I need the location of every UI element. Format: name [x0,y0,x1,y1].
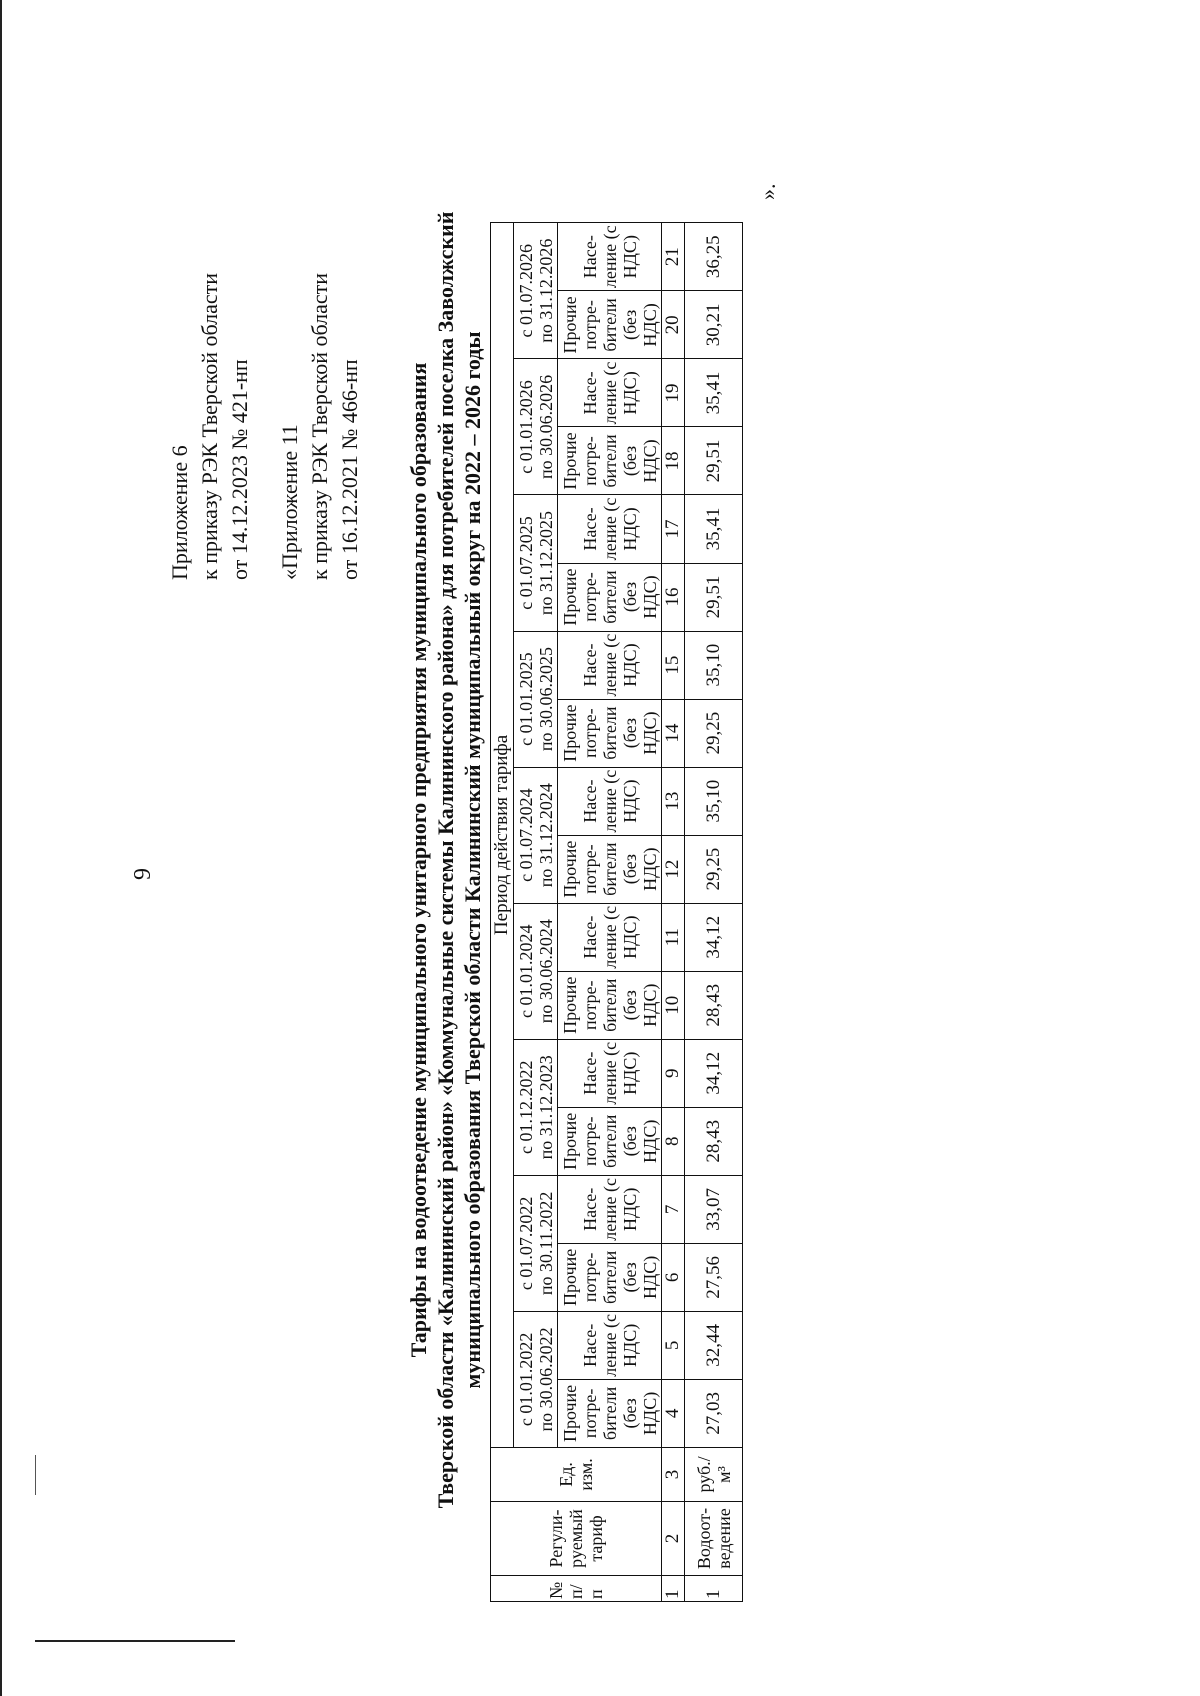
index-row [662,223,685,1602]
tariff-value: 29,51 [685,563,743,631]
period-from: с 01.01.2025 [515,652,536,746]
table-row [685,223,743,1602]
consumer-pop-3: Насе-ление (с НДС) [558,1039,662,1107]
period-2 [514,1175,558,1311]
annex-current-line2: к приказу РЭК Тверской области [197,272,222,580]
annex-original-line1: «Приложение 11 [277,424,302,580]
header-tariff: Регули-руемый тариф [491,1501,662,1575]
index-cell: 21 [662,223,685,291]
consumer-pop-4: Насе-ление (с НДС) [558,903,662,971]
period-from: с 01.01.2024 [515,924,536,1018]
index-cell: 8 [662,1107,685,1175]
tariff-value: 35,10 [685,767,743,835]
row-unit: руб./м³ [685,1447,743,1501]
period-5 [514,767,558,903]
index-cell: 3 [662,1447,685,1501]
period-to: по 30.06.2025 [535,647,556,752]
tariff-value: 35,41 [685,495,743,563]
period-from: с 01.01.2022 [515,1332,536,1427]
title-line2: Тверской области «Калининский район» «Коммунальные системы Калининского района» для потребителей поселка Заволжский [433,211,458,1509]
period-from: с 01.12.2022 [515,1060,536,1155]
tariff-value: 34,12 [685,903,743,971]
page-number: 9 [130,868,156,880]
tariff-value: 29,51 [685,427,743,495]
index-cell: 16 [662,563,685,631]
period-8 [514,359,558,495]
consumer-pop-6: Насе-ление (с НДС) [558,631,662,699]
index-cell: 20 [662,291,685,359]
tariff-table [490,222,743,1602]
tariff-value: 33,07 [685,1175,743,1243]
header-period: Период действия тарифа [491,223,514,1448]
consumer-other-9: Прочие потре-бители (без НДС) [558,291,662,359]
period-to: по 31.12.2026 [535,238,556,343]
row-num: 1 [685,1576,743,1602]
index-cell: 2 [662,1501,685,1575]
index-cell: 12 [662,835,685,903]
period-from: с 01.07.2025 [515,516,536,610]
consumer-other-6: Прочие потре-бители (без НДС) [558,699,662,767]
header-row-periods [514,223,558,1602]
consumer-pop-7: Насе-ление (с НДС) [558,495,662,563]
row-tariff: Водоот-ведение [685,1501,743,1575]
consumer-pop-5: Насе-ление (с НДС) [558,767,662,835]
consumer-other-2: Прочие потре-бители (без НДС) [558,1243,662,1311]
period-9 [514,223,558,359]
index-cell: 4 [662,1379,685,1447]
period-from: с 01.07.2022 [515,1196,536,1291]
period-to: по 31.12.2024 [535,783,556,888]
index-cell: 1 [662,1576,685,1602]
consumer-other-1: Прочие потре-бители (без НДС) [558,1379,662,1447]
period-to: по 30.06.2026 [535,374,556,480]
annex-original [275,273,365,580]
header-row-consumers [558,223,662,1602]
index-cell: 7 [662,1175,685,1243]
consumer-other-4: Прочие потре-бители (без НДС) [558,971,662,1039]
closing-quote: ». [755,183,780,200]
annex-current-line3: от 14.12.2023 № 421-нп [227,359,252,580]
tariff-value: 28,43 [685,971,743,1039]
consumer-other-7: Прочие потре-бители (без НДС) [558,563,662,631]
rotated-page [40,100,800,1620]
tariff-value: 27,03 [685,1379,743,1447]
period-to: по 31.12.2025 [535,510,556,616]
consumer-pop-2: Насе-ление (с НДС) [558,1175,662,1243]
tariff-value: 35,10 [685,631,743,699]
tariff-value: 27,56 [685,1243,743,1311]
tariff-value: 29,25 [685,699,743,767]
tariff-value: 36,25 [685,223,743,291]
title-line1: Тарифы на водоотведение муниципального унитарного предприятия муниципального образования [406,362,431,1358]
period-7 [514,495,558,631]
index-cell: 5 [662,1311,685,1379]
header-unit: Ед. изм. [491,1447,662,1501]
header-row-1 [491,223,514,1602]
period-4 [514,903,558,1039]
consumer-other-3: Прочие потре-бители (без НДС) [558,1107,662,1175]
scan-border-left [0,0,2,1696]
document-title [405,190,486,1530]
annex-original-line3: от 16.12.2021 № 466-нп [337,359,362,580]
tariff-value: 29,25 [685,835,743,903]
period-to: по 30.06.2022 [535,1327,556,1432]
index-cell: 15 [662,631,685,699]
scan-border-bottom [35,1640,235,1642]
index-cell: 13 [662,767,685,835]
period-to: по 30.06.2024 [535,919,556,1024]
period-3 [514,1039,558,1175]
period-from: с 01.07.2026 [515,243,536,338]
annex-original-line2: к приказу РЭК Тверской области [307,272,332,580]
consumer-pop-1: Насе-ление (с НДС) [558,1311,662,1379]
period-from: с 01.01.2026 [515,380,536,474]
tariff-value: 35,41 [685,359,743,427]
period-1 [514,1311,558,1447]
index-cell: 18 [662,427,685,495]
title-line3: муниципального образования Тверской области Калининский муниципальный округ на 2022 – 2026 годы [460,331,485,1389]
tariff-value: 28,43 [685,1107,743,1175]
tariff-value: 34,12 [685,1039,743,1107]
period-from: с 01.07.2024 [515,788,536,882]
tariff-value: 30,21 [685,291,743,359]
period-to: по 31.12.2023 [535,1055,556,1160]
index-cell: 11 [662,903,685,971]
index-cell: 10 [662,971,685,1039]
index-cell: 9 [662,1039,685,1107]
consumer-pop-9: Насе-ление (с НДС) [558,223,662,291]
consumer-pop-8: Насе-ление (с НДС) [558,359,662,427]
annex-current-line1: Приложение 6 [167,445,192,580]
tariff-value: 32,44 [685,1311,743,1379]
consumer-other-8: Прочие потре-бители (без НДС) [558,427,662,495]
index-cell: 6 [662,1243,685,1311]
index-cell: 19 [662,359,685,427]
header-num: № п/п [491,1576,662,1602]
index-cell: 17 [662,495,685,563]
scan-mark [35,1455,36,1495]
annex-current [165,273,255,580]
consumer-other-5: Прочие потре-бители (без НДС) [558,835,662,903]
period-6 [514,631,558,767]
period-to: по 30.11.2022 [535,1191,556,1296]
index-cell: 14 [662,699,685,767]
